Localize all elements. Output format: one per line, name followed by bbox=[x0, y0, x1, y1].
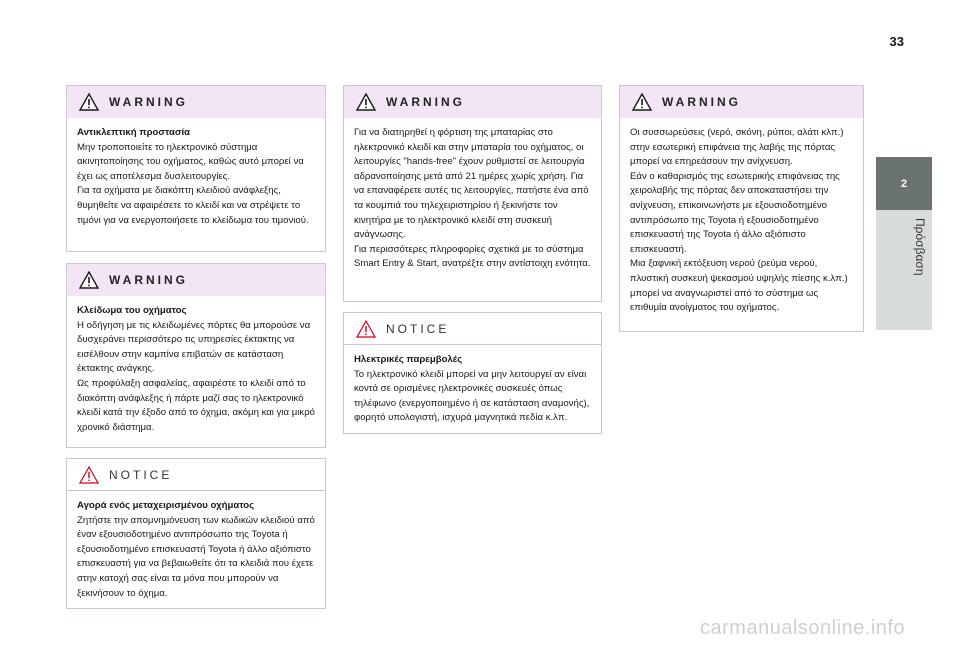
box-text: Η οδήγηση με τις κλειδωμένες πόρτες θα μπορούσε να δυσχεράνει περισσότερο τις υπηρεσίες έκτακτης να εισέλθουν στην καμπίνα επιβατών σε κατάσταση έκτακτης ανάγκης. Ως προφύλαξη ασφαλείας, αφαιρέστε το κλειδί από το διακόπτη ανάφλεξης ή πάρτε μαζί σας το ηλεκτρονικό κλειδί κατά την έξοδο από το όχημα, ακόμη και για μικρό χρονικό διάστημα. bbox=[77, 319, 315, 433]
warning-heading: WARNING bbox=[109, 95, 188, 109]
warning-header bbox=[620, 86, 863, 118]
notice-header bbox=[344, 313, 601, 345]
warning-header bbox=[67, 264, 325, 296]
box-text: Το ηλεκτρονικό κλειδί μπορεί να μην λειτουργεί αν είναι κοντά σε ορισμένες ηλεκτρονικές συσκευές όπως τηλέφωνο (ενεργοποιημένο ή σε κατάσταση αναμονής), φορητό υπολογιστή, ισχυρά μαγνητικά πεδία κ.λπ. bbox=[354, 368, 590, 424]
warning-header bbox=[344, 86, 601, 118]
box-text: Για να διατηρηθεί η φόρτιση της μπαταρίας στο ηλεκτρονικό κλειδί και στην μπαταρία του οχήματος, οι λειτουργίες "hands-free" έχουν ρυθμιστεί σε λειτουργία αδρανοποίησης μετά από 21 ημέρες χωρίς χρήση. Για να επαναφέρετε αυτές τις λειτουργίες, πατήστε ένα από τα κουμπιά του τηλεχειριστηρίου ή ξεκινήστε τον κινητήρα με το ηλεκτρονικό κλειδί στη συσκευή ανάγνωσης. Για περισσότερες πληροφορίες σχετικά με το σύστημα Smart Entry & Start, ανατρέξτε στην αντίστοιχη ενότητα. bbox=[354, 127, 591, 270]
notice-heading: NOTICE bbox=[386, 321, 450, 336]
warning-heading: WARNING bbox=[662, 95, 741, 109]
box-text: Ζητήστε την απομνημόνευση των κωδικών κλειδιού από έναν εξουσιοδοτημένο αντιπρόσωπο της Toyota ή εξουσιοδοτημένο επισκευαστή Toyota ή άλλο αξιόπιστο επισκευαστή για να βεβαιωθείτε ότι τα κλειδιά που έχετε στην κατοχή σας είναι τα μόνα που μπορούν να ξεκινήσουν το όχημα. bbox=[77, 514, 315, 599]
warning-box-vehicle-locking bbox=[66, 263, 326, 448]
box-subtitle: Κλείδωμα του οχήματος bbox=[77, 305, 187, 316]
chapter-number: 2 bbox=[900, 178, 908, 190]
watermark: carmanualsonline.info bbox=[700, 617, 906, 639]
warning-box-door-handle bbox=[619, 85, 864, 332]
notice-triangle-icon bbox=[79, 466, 99, 484]
warning-heading: WARNING bbox=[386, 95, 465, 109]
page-number: 33 bbox=[889, 34, 904, 49]
box-text: Μην τροποποιείτε το ηλεκτρονικό σύστημα ακινητοποίησης του οχήματος, καθώς αυτό μπορεί να έχει ως αποτέλεσμα δυσλειτουργίες. Για τα οχήματα με διακόπτη κλειδιού ανάφλεξης, θυμηθείτε να αφαιρέσετε το κλειδί και να στρέψετε το τιμόνι για να ενεργοποιήσετε το κλείδωμα του τιμονιού. bbox=[77, 141, 309, 226]
warning-box-anti-theft bbox=[66, 85, 326, 252]
notice-box-interference bbox=[343, 312, 602, 434]
box-subtitle: Αντικλεπτική προστασία bbox=[77, 127, 191, 138]
notice-triangle-icon bbox=[356, 320, 376, 338]
warning-box-battery-saving bbox=[343, 85, 602, 302]
box-text: Οι συσσωρεύσεις (νερό, σκόνη, ρύποι, αλάτι κλπ.) στην εσωτερική επιφάνεια της λαβής της πόρτας μπορεί να επηρεάσουν την ανίχνευση. Εάν ο καθαρισμός της εσωτερικής επιφάνειας της χειρολαβής της πόρτας δεν αποκαταστήσει την ανίχνευση, επικοινωνήστε με εξουσιοδοτημένο αντιπρόσωπο της Toyota ή εξουσιοδοτημένο επισκευαστή της Toyota ή άλλο αξιόπιστο επισκευαστή. Μια ξαφνική εκτόξευση νερού (ρεύμα νερού, πλυστική συσκευή ψεκασμού υψηλής πίεσης κ.λπ.) μπορεί να αναγνωριστεί από το σύστημα ως επιθυμία ανοίγματος του οχήματος. bbox=[630, 127, 848, 314]
box-subtitle: Ηλεκτρικές παρεμβολές bbox=[354, 354, 463, 365]
warning-header bbox=[67, 86, 325, 118]
warning-triangle-icon bbox=[79, 93, 99, 111]
notice-heading: NOTICE bbox=[109, 467, 173, 482]
notice-header bbox=[67, 459, 325, 491]
chapter-tab[interactable] bbox=[876, 157, 932, 211]
warning-heading: WARNING bbox=[109, 273, 188, 287]
box-subtitle: Αγορά ενός μεταχειρισμένου οχήματος bbox=[77, 500, 255, 511]
warning-triangle-icon bbox=[79, 271, 99, 289]
chapter-label: Πρόσβαση bbox=[913, 218, 927, 276]
warning-triangle-icon bbox=[632, 93, 652, 111]
warning-triangle-icon bbox=[356, 93, 376, 111]
notice-box-used-vehicle bbox=[66, 458, 326, 609]
